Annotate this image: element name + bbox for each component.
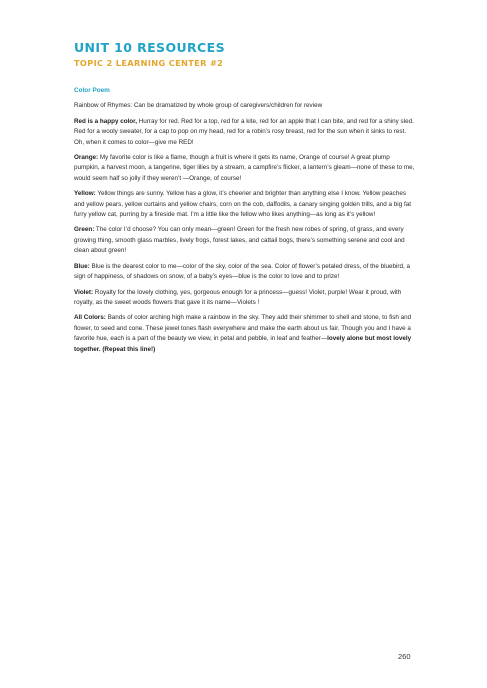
green-paragraph: [74, 225, 416, 256]
paragraph-lead: Yellow:: [74, 190, 96, 198]
red-paragraph: [74, 117, 416, 148]
topic-title: TOPIC 2 LEARNING CENTER #2: [74, 58, 224, 68]
orange-paragraph: [74, 153, 416, 184]
paragraph-lead: Red is a happy color,: [74, 117, 137, 125]
page-content: [74, 86, 416, 360]
page-number: 260: [398, 652, 411, 661]
violet-paragraph: [74, 288, 416, 309]
paragraph-text: The color I’d choose? You can only mean—green! Green for the fresh new robes of spring, of grass, and every growing thing, smooth glass marbles, lively frogs, forest lakes, and cattail bogs, there’s something serene and cool and clean about green!: [74, 226, 405, 255]
section-heading: Color Poem: [74, 87, 110, 94]
yellow-paragraph: [74, 189, 416, 220]
paragraph-lead: Violet:: [74, 288, 94, 296]
paragraph-text: Yellow things are sunny. Yellow has a glow, it’s cheerier and brighter than anything else I know. Yellow peaches and yellow pears, yellow curtains and yellow chairs, corn on the cob, daffodils, a canary singing golden trills, and a big fat furry yellow cat, purring by a fireside mat. I’m a little like the fellow who likes anything—as long as it’s yellow!: [74, 190, 411, 219]
blue-paragraph: [74, 262, 416, 283]
paragraph-lead: Orange:: [74, 154, 99, 162]
paragraph-text: Royalty for the lovely clothing, yes, gorgeous enough for a princess—guess! Violet, purple! Wear it proud, with royalty, as the sweet woods flowers that gave it its name—Violets !: [74, 288, 402, 306]
paragraph-text: My favorite color is like a flame, though a fruit is where it gets its name, Orange of course! A great plump pumpkin, a harvest moon, a tangerine, tiger lilies by a stream, a campfire’s flicker, a lantern’s gleam—none of these to me, would seem half so jolly if they weren’t —Orange, of course!: [74, 154, 415, 182]
paragraph-lead: All Colors:: [74, 314, 106, 322]
repeat-line: lovely alone but most lovely together. (Repeat this line!): [74, 335, 412, 353]
unit-title: UNIT 10 RESOURCES: [74, 40, 225, 55]
paragraph-text: Hurray for red. Red for a top, red for a kite, red for an apple that I can bite, and red for a shiny sled. Red for a wooly sweater, for a cap to pop on my head, red for a robin’s rosy breast, red for the sun when it sinks to rest. Oh, when it comes to color—give me RED!: [74, 117, 414, 146]
paragraph-lead: Blue:: [74, 262, 90, 270]
intro-paragraph: Rainbow of Rhymes: Can be dramatized by whole group of caregivers/children for review: [74, 102, 323, 110]
paragraph-lead: Green:: [74, 226, 95, 234]
paragraph-text: Bands of color arching high make a rainbow in the sky. They add their shimmer to shell and stone, to fish and flower, to seed and cone. These jewel tones flash everywhere and make the earth about us fair. Though you and I have a favorite hue, each is a part of the beauty we view, in petal and pebble, in leaf and feather—: [74, 314, 412, 343]
all-colors-paragraph: [74, 313, 416, 355]
paragraph-text: Blue is the dearest color to me—color of the sky, color of the sea. Color of flower’s petaled dress, of the bluebird, a sign of happiness, of shadows on snow, of a baby’s eyes—blue is the color to love and to prize!: [74, 262, 411, 281]
